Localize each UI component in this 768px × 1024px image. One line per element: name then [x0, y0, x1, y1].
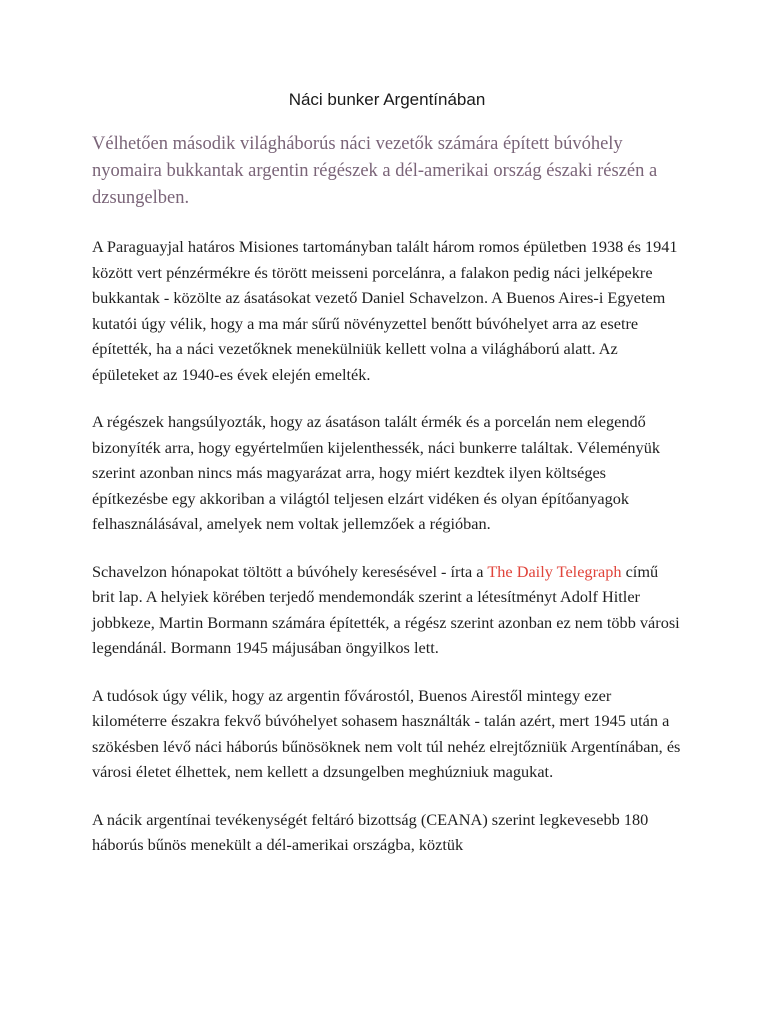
body-paragraph-3-text-before: Schavelzon hónapokat töltött a búvóhely keresésével - írta a	[92, 561, 488, 581]
lead-paragraph: Vélhetően második világháborús náci vezetők számára épített búvóhely nyomaira bukkantak argentin régészek a dél-amerikai ország északi részén a dzsungelben.	[92, 134, 658, 208]
body-paragraph-3-text-after: című brit lap. A helyiek körében terjedő mendemondák szerint a létesítményt Adolf Hitler jobbkeze, Martin Bormann számára építették, a régész szerint azonban ez nem több városi legendánál. Bormann 1945 májusában öngyilkos lett.	[92, 561, 680, 657]
body-paragraph-2: A régészek hangsúlyozták, hogy az ásatáson talált érmék és a porcelán nem elegendő bizonyíték arra, hogy egyértelműen kijelenthessék, náci bunkerre találtak. Véleményük szerint azonban nincs más magyarázat arra, hogy miért kezdtek ilyen költséges építkezésbe egy akkoriban a világtól teljesen elzárt vidéken és olyan építőanyagok felhasználásával, amelyek nem voltak jellemzőek a régióban.	[92, 412, 660, 533]
document-title: Náci bunker Argentínában	[288, 90, 486, 109]
body-paragraph-1: A Paraguayjal határos Misiones tartományban talált három romos épületben 1938 és 1941 között vert pénzérmékre és törött meisseni porcelánra, a falakon pedig náci jelképekre bukkantak - közölte az ásatásokat vezető Daniel Schavelzon. A Buenos Aires-i Egyetem kutatói úgy vélik, hogy a ma már sűrű növényzettel benőtt búvóhelyet arra az esetre építették, ha a náci vezetőknek menekülniük kellett volna a világháború alatt. Az épületeket az 1940-es évek elején emelték.	[92, 237, 678, 384]
daily-telegraph-link[interactable]: The Daily Telegraph	[487, 561, 622, 581]
body-paragraph-4: A tudósok úgy vélik, hogy az argentin fővárostól, Buenos Airestől mintegy ezer kilométerre északra fekvő búvóhelyet sohasem használták - talán azért, mert 1945 után a szökésben lévő náci háborús bűnösöknek nem volt túl nehéz elrejtőzniük Argentínában, és városi életet élhettek, nem kellett a dzsungelben meghúzniuk magukat.	[92, 685, 681, 781]
document-page	[92, 0, 682, 858]
body-paragraph-5: A nácik argentínai tevékenységét feltáró bizottság (CEANA) szerint legkevesebb 180 háborús bűnös menekült a dél-amerikai országba, köztük	[92, 809, 649, 854]
body-paragraph-3	[92, 559, 682, 661]
